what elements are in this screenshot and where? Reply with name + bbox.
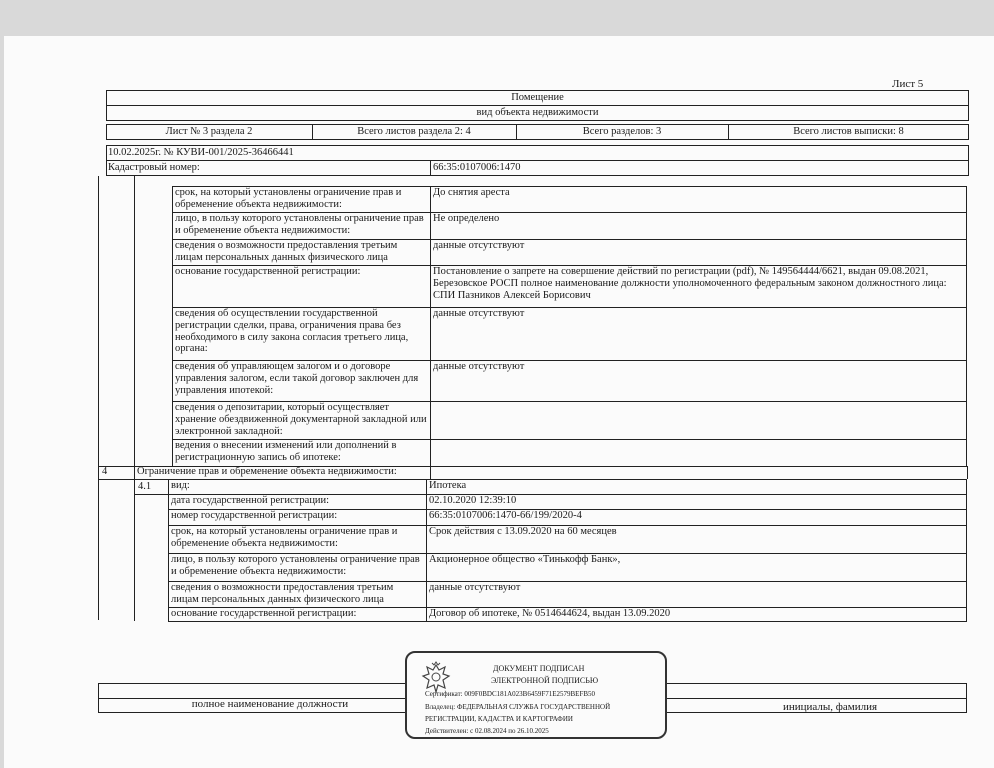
stamp-line-2: ЭЛЕКТРОННОЙ ПОДПИСЬЮ	[491, 676, 599, 685]
row-label: основание государственной регистрации:	[171, 608, 357, 619]
section-4-label: Ограничение прав и обременение объекта недвижимости:	[137, 466, 397, 477]
row-label: ведения о внесении изменений или дополнений в регистрационную запись об ипотеке:	[175, 440, 397, 463]
stamp-valid: Действителен: с 02.08.2024 по 26.10.2025	[425, 727, 549, 735]
row-label: сведения о возможности предоставления третьим лицам персональных данных физического лица	[175, 240, 398, 263]
row-value: Не определено	[433, 213, 500, 224]
row-label: лицо, в пользу которого установлены ограничение прав и обременение объекта недвижимости:	[171, 554, 420, 577]
row-label: основание государственной регистрации:	[175, 266, 361, 277]
row-label: дата государственной регистрации:	[171, 495, 330, 506]
row-label: сведения о возможности предоставления третьим лицам персональных данных физического лица	[171, 582, 394, 605]
position-label: полное наименование должности	[191, 699, 349, 710]
stamp-owner-1: Владелец: ФЕДЕРАЛЬНАЯ СЛУЖБА ГОСУДАРСТВЕННОЙ	[425, 703, 611, 711]
section-4-number: 4	[102, 466, 108, 477]
row-value: Договор об ипотеке, № 0514644624, выдан 13.09.2020	[429, 608, 671, 619]
row-label: вид:	[171, 480, 190, 491]
sheets-total: Всего листов выписки: 8	[793, 126, 904, 137]
row-value	[430, 439, 967, 466]
subsection-4-1-number: 4.1	[138, 481, 152, 492]
row-value: данные отсутствуют	[433, 240, 525, 251]
row-label: номер государственной регистрации:	[171, 510, 338, 521]
table-left-border	[98, 176, 99, 620]
row-value	[430, 401, 967, 439]
row-value: До снятия ареста	[433, 187, 510, 198]
sections-total: Всего разделов: 3	[582, 126, 662, 137]
row-label: сведения о депозитарии, который осуществляет хранение обездвиженной документарной закладной или электронной закладной:	[175, 402, 427, 437]
row-value: данные отсутствуют	[433, 361, 525, 372]
doc-reference: 10.02.2025г. № КУВИ-001/2025-36466441	[108, 147, 294, 158]
row-label: срок, на который установлены ограничение прав и обременение объекта недвижимости:	[175, 187, 402, 210]
row-label: лицо, в пользу которого установлены ограничение прав и обременение объекта недвижимости:	[175, 213, 424, 236]
stamp-line-1: ДОКУМЕНТ ПОДПИСАН	[493, 664, 585, 673]
row-value: Акционерное общество «Тинькофф Банк»,	[429, 554, 621, 565]
row-label: сведения об управляющем залогом и о договоре управления залогом, если такой договор заключен для управления ипотекой:	[175, 361, 419, 396]
stamp-owner-2: РЕГИСТРАЦИИ, КАДАСТРА И КАРТОГРАФИИ	[425, 715, 573, 723]
sheets-in-section: Всего листов раздела 2: 4	[357, 126, 471, 137]
e-signature-stamp	[405, 651, 667, 739]
cadastral-label: Кадастровый номер:	[108, 162, 200, 173]
row-value: Ипотека	[429, 480, 467, 491]
stamp-certificate: Сертификат: 009F0BDC181A023B6459F71E2579BEFB50	[425, 690, 596, 698]
row-value: данные отсутствуют	[429, 582, 521, 593]
row-value: Постановление о запрете на совершение действий по регистрации (pdf), № 149564444/6621, выдан 09.08.2021, Березовское РОСП полное наименование должности уполномоченного федеральным законом должностного лица: СПИ Пазников Алексей Борисович	[433, 266, 947, 301]
object-subtitle: вид объекта недвижимости	[476, 107, 599, 118]
row-label: срок, на который установлены ограничение прав и обременение объекта недвижимости:	[171, 526, 398, 549]
name-label: инициалы, фамилия	[782, 702, 878, 713]
row-value: 02.10.2020 12:39:10	[429, 495, 517, 506]
row-value: 66:35:0107006:1470-66/199/2020-4	[429, 510, 582, 521]
object-title: Помещение	[511, 92, 564, 103]
row-label: сведения об осуществлении государственной регистрации сделки, права, ограничения права без необходимого в силу закона согласия третьего лица, органа:	[175, 308, 409, 355]
row-value: данные отсутствуют	[433, 308, 525, 319]
row-value: Срок действия с 13.09.2020 на 60 месяцев	[429, 526, 617, 537]
sheet-label: Лист 5	[892, 79, 924, 90]
sheet-section: Лист № 3 раздела 2	[165, 126, 253, 137]
cadastral-value: 66:35:0107006:1470	[433, 162, 521, 173]
